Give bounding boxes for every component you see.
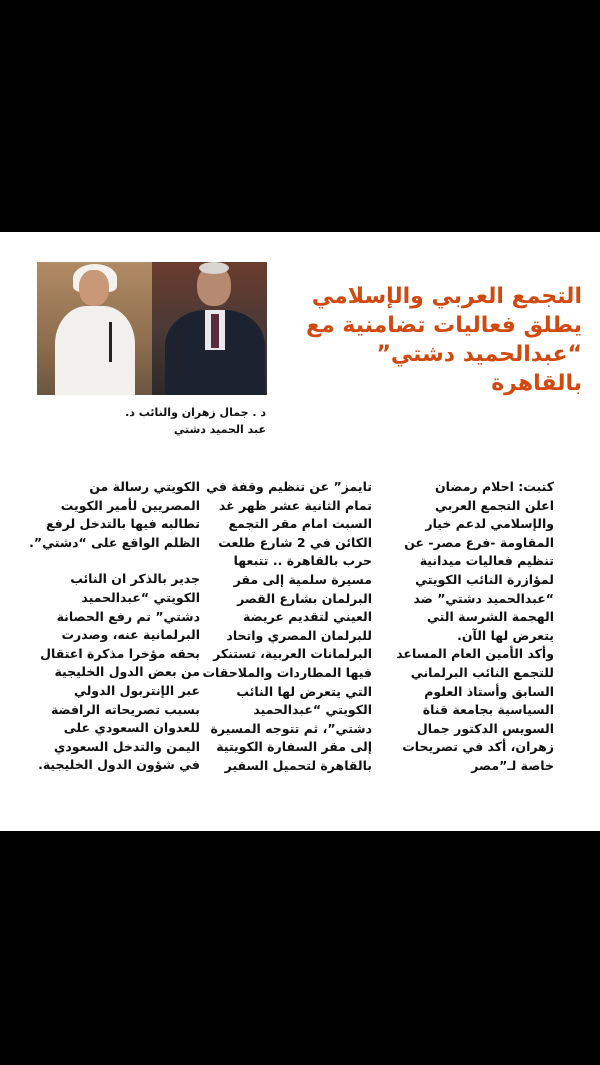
text-line: بسبب تصريحاته الرافضة [50,701,200,717]
microphone-right [177,332,180,372]
caption-line: عبد الحميد دشتي [173,423,266,436]
headline-line: التجمع العربي والإسلامي [311,284,582,309]
text-line: في شؤون الدول الخليجية. [38,757,200,773]
text-line: بحقه مؤخرا مذكرة اعتقال [40,645,200,661]
article-column-middle [202,478,372,776]
text-line: جدير بالذكر ان النائب [70,571,200,587]
text-line: دشتي” تم رفع الحصانة [56,608,200,624]
text-line: السابق وأستاذ العلوم [424,683,554,699]
text-line: مسيرة سلمية إلى مقر [233,571,372,587]
person-left-body [55,306,135,395]
text-line: للعدوان السعودي على [63,720,200,736]
text-line: حرب بالقاهرة .. تتبعها [233,553,372,569]
text-line: يتعرض لها الآن. [457,627,554,643]
caption-line: د . جمال زهران والنائب د. [125,406,266,419]
text-line: المقاومة -فرع مصر- عن [404,534,554,550]
headline-line: “عبدالحميد دشتي” [376,342,582,367]
microphone-left [109,322,112,362]
text-line: دشتي”، ثم تتوجه المسيرة [210,720,372,736]
text-line: الكويتي “عبدالحميد [253,702,372,718]
text-line: تطالبه فيها بالتدخل لرفع [46,516,200,532]
article-headline [307,282,582,398]
text-line: البرلمانات العربية، تستنكر [213,646,372,662]
text-line: زهران، أكد في تصريحات [402,739,554,755]
person-left-face [79,270,109,306]
text-line: خاصة لـ”مصر [471,757,554,773]
text-line: والإسلامي لدعم خيار [425,516,554,532]
text-line: لمؤازرة النائب الكويتي [415,571,554,587]
text-line: البرلمانية عنه، وصدرت [61,627,200,643]
text-line: الهجمة الشرسة التي [427,609,554,625]
text-line: الكويتي رسالة من [89,479,200,494]
newspaper-clipping [0,232,600,831]
text-line: تمام الثانية عشر ظهر غد [218,497,372,513]
text-line: اليمن والتدخل السعودي [53,738,200,754]
text-line: التي يتعرض لها النائب [236,683,372,699]
text-line: البرلمان بشارع القصر [237,590,372,606]
text-line: “عبدالحميد دشتي” ضد [413,590,554,606]
text-line: العيني لتقديم عريضة [242,609,372,625]
text-line: الظلم الواقع على “دشتي”. [29,534,200,550]
text-line: كتبت: احلام رمضان [435,479,554,494]
text-line: الكائن في 2 شارع طلعت [218,534,372,550]
person-right-hair [199,262,229,274]
text-line: تايمز” عن تنظيم وقفة في [206,479,372,494]
text-line: السياسية بجامعة قناة [422,702,554,718]
text-line: تنظيم فعاليات ميدانية [419,553,554,569]
text-line: للبرلمان المصري واتحاد [226,627,372,643]
text-line: السبت امام مقر التجمع [228,516,372,532]
paragraph-gap [50,552,200,570]
headline-line: بالقاهرة [491,371,582,396]
headline-line: يطلق فعاليات تضامنية مع [306,313,582,338]
text-line: اعلن التجمع العربي [434,497,554,513]
text-line: من بعض الدول الخليجية [54,664,200,680]
text-line: وأكد الأمين العام المساعد [396,646,554,662]
article-column-right [396,478,554,776]
person-right-tie [211,314,219,348]
text-line: عبر الإنتربول الدولي [73,682,200,698]
news-photo [37,262,267,395]
text-line: الكويتي “عبدالحميد [81,589,200,605]
text-line: إلى مقر السفارة الكويتية [216,739,372,755]
article-column-left [29,478,200,775]
photo-caption [36,404,266,438]
text-line: السويس الدكتور جمال [416,720,554,736]
text-line: بالقاهرة لتحميل السفير [224,757,372,773]
text-line: للتجمع النائب البرلماني [410,664,554,680]
text-line: المصريين لأمير الكويت [60,497,200,513]
text-line: فيها المطاردات والملاحقات [202,664,372,680]
